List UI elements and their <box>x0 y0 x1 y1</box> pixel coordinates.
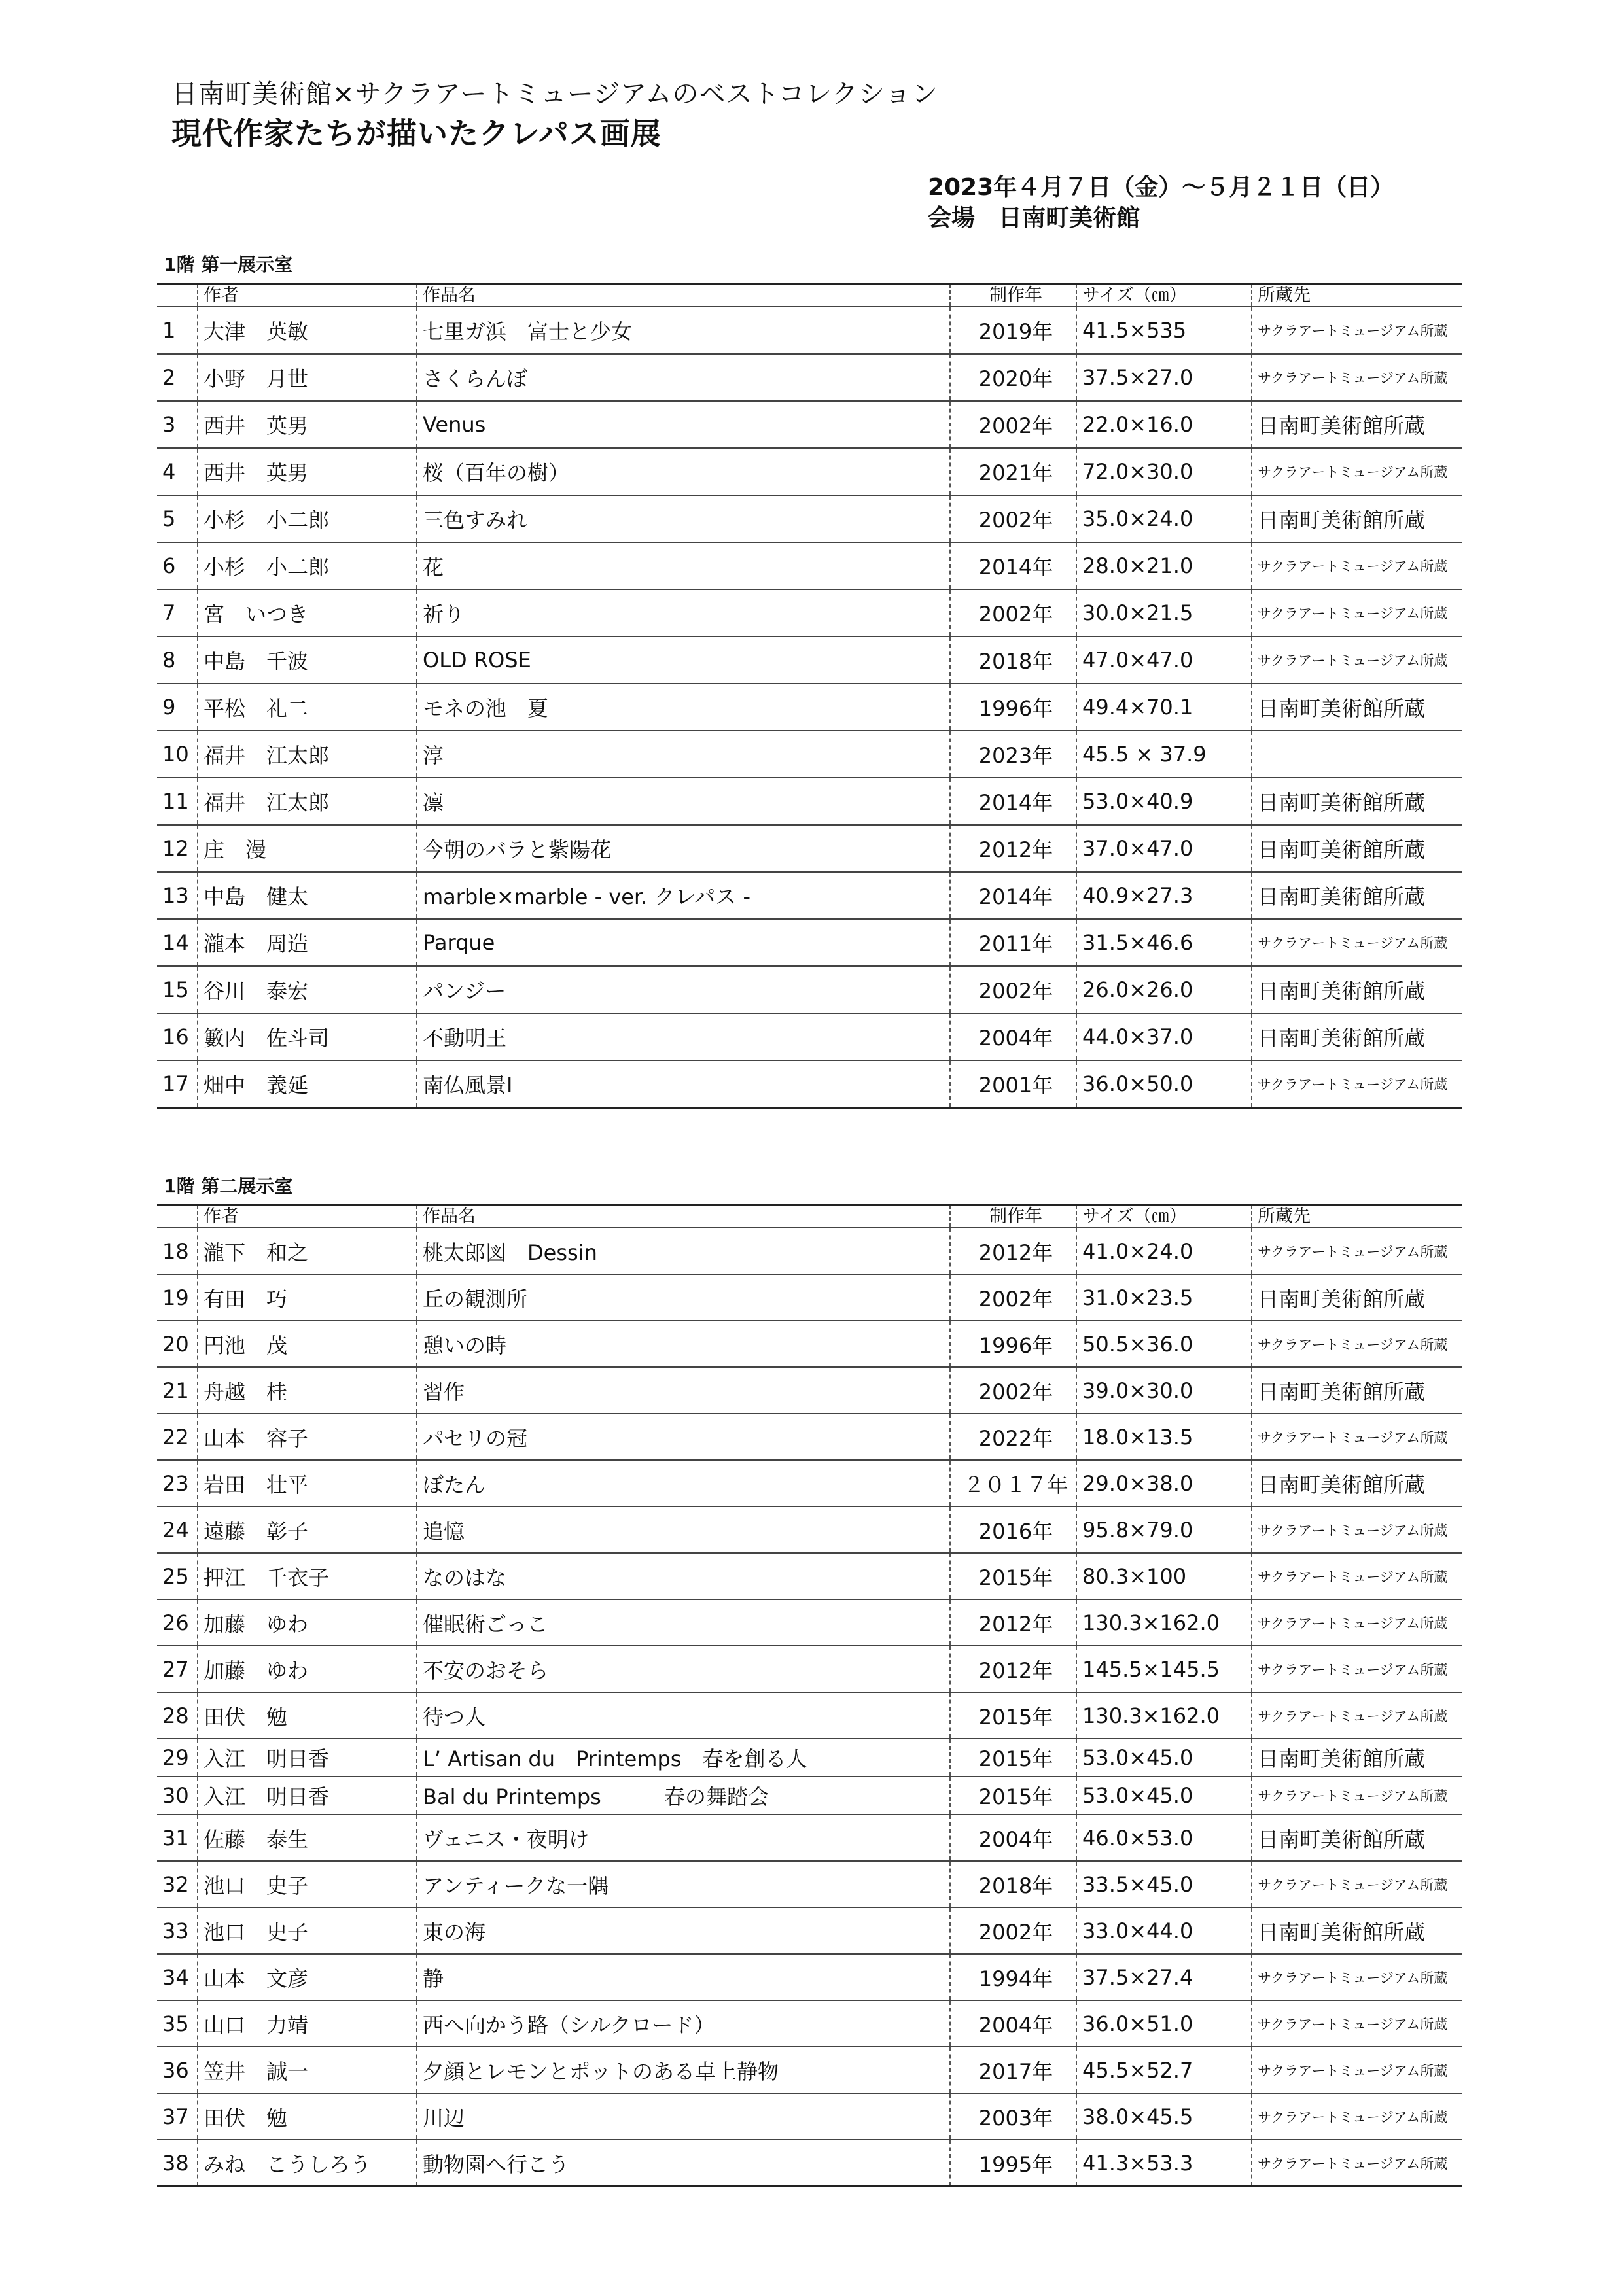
artwork-year: 2014年 <box>950 778 1076 825</box>
table-header-row <box>157 284 1462 307</box>
artwork-number: 23 <box>157 1460 198 1506</box>
artwork-size: 33.5×45.0 <box>1076 1861 1252 1907</box>
artwork-year: 2020年 <box>950 354 1076 401</box>
table-row <box>157 1321 1462 1367</box>
artwork-number: 4 <box>157 448 198 495</box>
artwork-number: 29 <box>157 1739 198 1777</box>
artwork-owner: 日南町美術館所蔵 <box>1252 1274 1462 1321</box>
artist-name: 有田 巧 <box>198 1274 417 1321</box>
artwork-year: 2012年 <box>950 1228 1076 1274</box>
table-row <box>157 354 1462 401</box>
artwork-title: 今朝のバラと紫陽花 <box>417 825 950 872</box>
artist-name: 西井 英男 <box>198 448 417 495</box>
table-row <box>157 1599 1462 1646</box>
table-row <box>157 495 1462 542</box>
artwork-owner: 日南町美術館所蔵 <box>1252 1367 1462 1414</box>
artwork-owner: 日南町美術館所蔵 <box>1252 1460 1462 1506</box>
header-year: 制作年 <box>950 1205 1076 1228</box>
exhibition-title: 現代作家たちが描いたクレパス画展 <box>171 116 662 151</box>
table-row <box>157 778 1462 825</box>
artist-name: 池口 史子 <box>198 1907 417 1954</box>
artwork-year: 1995年 <box>950 2140 1076 2187</box>
artwork-year: 2012年 <box>950 825 1076 872</box>
artwork-title: Venus <box>417 401 950 448</box>
artwork-title: OLD ROSE <box>417 636 950 684</box>
artwork-title: さくらんぼ <box>417 354 950 401</box>
artwork-year: 2014年 <box>950 872 1076 919</box>
artwork-owner: サクラアートミュージアム所蔵 <box>1252 2047 1462 2093</box>
artwork-size: 26.0×26.0 <box>1076 966 1252 1013</box>
table-row <box>157 684 1462 731</box>
artwork-number: 6 <box>157 542 198 589</box>
artwork-title: 待つ人 <box>417 1692 950 1739</box>
artwork-owner: 日南町美術館所蔵 <box>1252 872 1462 919</box>
artwork-title: パセリの冠 <box>417 1414 950 1460</box>
header-size: サイズ（㎝） <box>1076 284 1252 307</box>
artwork-owner: サクラアートミュージアム所蔵 <box>1252 2093 1462 2140</box>
artist-name: 加藤 ゆわ <box>198 1599 417 1646</box>
exhibition-subtitle: 日南町美術館×サクラアートミュージアムのベストコレクション <box>171 79 939 109</box>
artwork-number: 38 <box>157 2140 198 2187</box>
artwork-year: 2014年 <box>950 542 1076 589</box>
artist-name: 田伏 勉 <box>198 2093 417 2140</box>
artwork-owner: サクラアートミュージアム所蔵 <box>1252 1553 1462 1599</box>
table-row <box>157 1414 1462 1460</box>
artwork-size: 41.5×535 <box>1076 307 1252 354</box>
artwork-year: 2016年 <box>950 1506 1076 1553</box>
artwork-title: 七里ガ浜 富士と少女 <box>417 307 950 354</box>
artwork-size: 37.0×47.0 <box>1076 825 1252 872</box>
artwork-year: 2002年 <box>950 1907 1076 1954</box>
artwork-title: ぼたん <box>417 1460 950 1506</box>
artist-name: 大津 英敏 <box>198 307 417 354</box>
artwork-year: 2002年 <box>950 1367 1076 1414</box>
artwork-size: 41.3×53.3 <box>1076 2140 1252 2187</box>
artist-name: 舟越 桂 <box>198 1367 417 1414</box>
artist-name: 福井 江太郎 <box>198 778 417 825</box>
exhibition-dates: 2023年４月７日（金）～５月２１日（日） <box>928 174 1394 201</box>
artwork-number: 15 <box>157 966 198 1013</box>
artwork-owner: 日南町美術館所蔵 <box>1252 966 1462 1013</box>
table-row <box>157 1013 1462 1060</box>
artwork-size: 45.5×52.7 <box>1076 2047 1252 2093</box>
artwork-size: 30.0×21.5 <box>1076 589 1252 636</box>
artwork-owner: 日南町美術館所蔵 <box>1252 1013 1462 1060</box>
artwork-year: 2021年 <box>950 448 1076 495</box>
artwork-size: 47.0×47.0 <box>1076 636 1252 684</box>
artwork-year: 2023年 <box>950 731 1076 778</box>
artwork-owner: 日南町美術館所蔵 <box>1252 1739 1462 1777</box>
table-row <box>157 1954 1462 2000</box>
artwork-size: 29.0×38.0 <box>1076 1460 1252 1506</box>
artwork-owner: サクラアートミュージアム所蔵 <box>1252 1861 1462 1907</box>
table-row <box>157 307 1462 354</box>
artwork-owner: サクラアートミュージアム所蔵 <box>1252 1954 1462 2000</box>
artwork-owner: 日南町美術館所蔵 <box>1252 825 1462 872</box>
artist-name: 瀧本 周造 <box>198 919 417 966</box>
header-num <box>157 1205 198 1228</box>
artist-name: 池口 史子 <box>198 1861 417 1907</box>
artwork-size: 40.9×27.3 <box>1076 872 1252 919</box>
artwork-size: 130.3×162.0 <box>1076 1692 1252 1739</box>
artist-name: 平松 礼二 <box>198 684 417 731</box>
artwork-number: 9 <box>157 684 198 731</box>
artwork-owner: サクラアートミュージアム所蔵 <box>1252 636 1462 684</box>
artwork-number: 20 <box>157 1321 198 1367</box>
artist-name: 小杉 小二郎 <box>198 542 417 589</box>
artwork-year: 2004年 <box>950 1815 1076 1861</box>
artwork-size: 28.0×21.0 <box>1076 542 1252 589</box>
artwork-size: 44.0×37.0 <box>1076 1013 1252 1060</box>
table-row <box>157 636 1462 684</box>
artwork-number: 18 <box>157 1228 198 1274</box>
artwork-size: 35.0×24.0 <box>1076 495 1252 542</box>
artist-name: 宮 いつき <box>198 589 417 636</box>
artwork-size: 31.0×23.5 <box>1076 1274 1252 1321</box>
table-row <box>157 1228 1462 1274</box>
artwork-title: アンティークな一隅 <box>417 1861 950 1907</box>
artwork-year: 2002年 <box>950 966 1076 1013</box>
table-row <box>157 731 1462 778</box>
header-work: 作品名 <box>417 1205 950 1228</box>
table-row <box>157 1060 1462 1108</box>
artwork-number: 7 <box>157 589 198 636</box>
table-row <box>157 2000 1462 2047</box>
artwork-year: 2002年 <box>950 1274 1076 1321</box>
artwork-size: 72.0×30.0 <box>1076 448 1252 495</box>
table-row <box>157 919 1462 966</box>
artwork-number: 34 <box>157 1954 198 2000</box>
room-1-table <box>157 283 1462 1109</box>
header-size: サイズ（㎝） <box>1076 1205 1252 1228</box>
artwork-year: 1994年 <box>950 1954 1076 2000</box>
artwork-title: モネの池 夏 <box>417 684 950 731</box>
artist-name: 中島 千波 <box>198 636 417 684</box>
artwork-number: 2 <box>157 354 198 401</box>
table-row <box>157 1815 1462 1861</box>
header-owner: 所蔵先 <box>1252 1205 1462 1228</box>
artist-name: 山口 力靖 <box>198 2000 417 2047</box>
artist-name: 籔内 佐斗司 <box>198 1013 417 1060</box>
artwork-number: 14 <box>157 919 198 966</box>
table-row <box>157 1460 1462 1506</box>
artist-name: 岩田 壮平 <box>198 1460 417 1506</box>
artwork-owner: 日南町美術館所蔵 <box>1252 1815 1462 1861</box>
artwork-number: 17 <box>157 1060 198 1108</box>
artwork-number: 36 <box>157 2047 198 2093</box>
artwork-size: 53.0×45.0 <box>1076 1777 1252 1815</box>
artwork-title: 東の海 <box>417 1907 950 1954</box>
table-row <box>157 1274 1462 1321</box>
artwork-owner: サクラアートミュージアム所蔵 <box>1252 542 1462 589</box>
artist-name: 遠藤 彰子 <box>198 1506 417 1553</box>
table-row <box>157 542 1462 589</box>
table-row <box>157 966 1462 1013</box>
artwork-title: 三色すみれ <box>417 495 950 542</box>
artist-name: 庄 漫 <box>198 825 417 872</box>
artwork-size: 36.0×50.0 <box>1076 1060 1252 1108</box>
artwork-number: 1 <box>157 307 198 354</box>
artwork-owner: サクラアートミュージアム所蔵 <box>1252 1692 1462 1739</box>
artist-name: 山本 文彦 <box>198 1954 417 2000</box>
artwork-title: 西へ向かう路（シルクロード） <box>417 2000 950 2047</box>
artwork-year: 2019年 <box>950 307 1076 354</box>
artwork-title: marble×marble - ver. クレパス - <box>417 872 950 919</box>
artwork-owner: サクラアートミュージアム所蔵 <box>1252 307 1462 354</box>
artwork-owner: サクラアートミュージアム所蔵 <box>1252 2000 1462 2047</box>
artwork-owner: サクラアートミュージアム所蔵 <box>1252 354 1462 401</box>
table-row <box>157 401 1462 448</box>
artwork-owner: サクラアートミュージアム所蔵 <box>1252 1321 1462 1367</box>
artwork-year: 2015年 <box>950 1777 1076 1815</box>
artwork-title: 丘の観測所 <box>417 1274 950 1321</box>
artwork-title: Parque <box>417 919 950 966</box>
artwork-number: 35 <box>157 2000 198 2047</box>
artist-name: みね こうしろう <box>198 2140 417 2187</box>
artwork-year: 2004年 <box>950 1013 1076 1060</box>
artist-name: 瀧下 和之 <box>198 1228 417 1274</box>
artwork-year: 2017年 <box>950 2047 1076 2093</box>
artist-name: 谷川 泰宏 <box>198 966 417 1013</box>
artwork-owner: サクラアートミュージアム所蔵 <box>1252 1506 1462 1553</box>
artwork-owner: 日南町美術館所蔵 <box>1252 401 1462 448</box>
artwork-number: 3 <box>157 401 198 448</box>
artwork-year: 2012年 <box>950 1599 1076 1646</box>
artist-name: 加藤 ゆわ <box>198 1646 417 1692</box>
artwork-title: L’ Artisan du Printemps 春を創る人 <box>417 1739 950 1777</box>
artwork-title: 凛 <box>417 778 950 825</box>
artwork-title: 動物園へ行こう <box>417 2140 950 2187</box>
artwork-title: 憩いの時 <box>417 1321 950 1367</box>
table-row <box>157 1367 1462 1414</box>
artwork-title: 不安のおそら <box>417 1646 950 1692</box>
header-year: 制作年 <box>950 284 1076 307</box>
artwork-owner: サクラアートミュージアム所蔵 <box>1252 919 1462 966</box>
artwork-year: 2002年 <box>950 495 1076 542</box>
artwork-size: 130.3×162.0 <box>1076 1599 1252 1646</box>
artwork-year: 2022年 <box>950 1414 1076 1460</box>
artwork-owner: サクラアートミュージアム所蔵 <box>1252 448 1462 495</box>
artwork-number: 19 <box>157 1274 198 1321</box>
artwork-size: 50.5×36.0 <box>1076 1321 1252 1367</box>
artwork-owner: 日南町美術館所蔵 <box>1252 778 1462 825</box>
artwork-year: 2015年 <box>950 1692 1076 1739</box>
artwork-number: 21 <box>157 1367 198 1414</box>
artwork-size: 38.0×45.5 <box>1076 2093 1252 2140</box>
artwork-title: パンジー <box>417 966 950 1013</box>
artist-name: 田伏 勉 <box>198 1692 417 1739</box>
artwork-size: 45.5 × 37.9 <box>1076 731 1252 778</box>
artwork-size: 49.4×70.1 <box>1076 684 1252 731</box>
artwork-year: 2015年 <box>950 1739 1076 1777</box>
artwork-year: 2002年 <box>950 401 1076 448</box>
artwork-number: 32 <box>157 1861 198 1907</box>
artwork-owner: 日南町美術館所蔵 <box>1252 684 1462 731</box>
artwork-size: 33.0×44.0 <box>1076 1907 1252 1954</box>
artwork-owner: サクラアートミュージアム所蔵 <box>1252 1414 1462 1460</box>
artwork-size: 18.0×13.5 <box>1076 1414 1252 1460</box>
artwork-title: 桃太郎図 Dessin <box>417 1228 950 1274</box>
artist-name: 入江 明日香 <box>198 1739 417 1777</box>
artwork-number: 30 <box>157 1777 198 1815</box>
artist-name: 佐藤 泰生 <box>198 1815 417 1861</box>
artwork-number: 27 <box>157 1646 198 1692</box>
artwork-number: 8 <box>157 636 198 684</box>
room-2-label: 1階 第二展示室 <box>164 1175 293 1197</box>
table-row <box>157 1646 1462 1692</box>
table-row <box>157 2093 1462 2140</box>
artist-name: 畑中 義延 <box>198 1060 417 1108</box>
header-artist: 作者 <box>198 284 417 307</box>
artwork-title: 静 <box>417 1954 950 2000</box>
table-row <box>157 1861 1462 1907</box>
artwork-number: 24 <box>157 1506 198 1553</box>
artist-name: 小杉 小二郎 <box>198 495 417 542</box>
artwork-title: 川辺 <box>417 2093 950 2140</box>
artwork-size: 36.0×51.0 <box>1076 2000 1252 2047</box>
artist-name: 入江 明日香 <box>198 1777 417 1815</box>
artwork-title: 追憶 <box>417 1506 950 1553</box>
artwork-number: 26 <box>157 1599 198 1646</box>
artwork-title: 催眠術ごっこ <box>417 1599 950 1646</box>
artwork-year: 2001年 <box>950 1060 1076 1108</box>
artwork-number: 28 <box>157 1692 198 1739</box>
artwork-size: 145.5×145.5 <box>1076 1646 1252 1692</box>
table-row <box>157 825 1462 872</box>
artwork-size: 37.5×27.0 <box>1076 354 1252 401</box>
table-row <box>157 1692 1462 1739</box>
artwork-owner: サクラアートミュージアム所蔵 <box>1252 1060 1462 1108</box>
artist-name: 円池 茂 <box>198 1321 417 1367</box>
artwork-size: 31.5×46.6 <box>1076 919 1252 966</box>
table-header-row <box>157 1205 1462 1228</box>
table-row <box>157 1553 1462 1599</box>
artist-name: 押江 千衣子 <box>198 1553 417 1599</box>
table-row <box>157 2140 1462 2187</box>
table-row <box>157 1907 1462 1954</box>
artwork-year: ２０１７年 <box>950 1460 1076 1506</box>
artwork-owner: サクラアートミュージアム所蔵 <box>1252 1228 1462 1274</box>
artist-name: 山本 容子 <box>198 1414 417 1460</box>
artwork-number: 11 <box>157 778 198 825</box>
table-row <box>157 448 1462 495</box>
artwork-number: 37 <box>157 2093 198 2140</box>
header-artist: 作者 <box>198 1205 417 1228</box>
header-num <box>157 284 198 307</box>
artwork-title: 南仏風景Ⅰ <box>417 1060 950 1108</box>
artwork-title: 花 <box>417 542 950 589</box>
header-work: 作品名 <box>417 284 950 307</box>
artwork-title: 不動明王 <box>417 1013 950 1060</box>
artwork-size: 41.0×24.0 <box>1076 1228 1252 1274</box>
artwork-title: 習作 <box>417 1367 950 1414</box>
artwork-year: 2004年 <box>950 2000 1076 2047</box>
artist-name: 笠井 誠一 <box>198 2047 417 2093</box>
artwork-title: なのはな <box>417 1553 950 1599</box>
artwork-number: 5 <box>157 495 198 542</box>
table-row <box>157 1777 1462 1815</box>
table-row <box>157 1506 1462 1553</box>
artwork-year: 2012年 <box>950 1646 1076 1692</box>
artist-name: 小野 月世 <box>198 354 417 401</box>
artwork-year: 1996年 <box>950 1321 1076 1367</box>
artwork-year: 2018年 <box>950 1861 1076 1907</box>
artwork-year: 2015年 <box>950 1553 1076 1599</box>
artwork-size: 95.8×79.0 <box>1076 1506 1252 1553</box>
artwork-number: 31 <box>157 1815 198 1861</box>
artwork-owner: 日南町美術館所蔵 <box>1252 1907 1462 1954</box>
artwork-number: 33 <box>157 1907 198 1954</box>
table-row <box>157 589 1462 636</box>
artwork-owner: 日南町美術館所蔵 <box>1252 495 1462 542</box>
artwork-size: 46.0×53.0 <box>1076 1815 1252 1861</box>
table-row <box>157 1739 1462 1777</box>
table-row <box>157 872 1462 919</box>
artwork-title: Bal du Printemps 春の舞踏会 <box>417 1777 950 1815</box>
artwork-year: 2011年 <box>950 919 1076 966</box>
exhibition-venue: 会場 日南町美術館 <box>928 205 1140 232</box>
artwork-owner: サクラアートミュージアム所蔵 <box>1252 589 1462 636</box>
artwork-size: 53.0×45.0 <box>1076 1739 1252 1777</box>
artwork-size: 39.0×30.0 <box>1076 1367 1252 1414</box>
artwork-owner: サクラアートミュージアム所蔵 <box>1252 1777 1462 1815</box>
artwork-year: 2002年 <box>950 589 1076 636</box>
artwork-number: 22 <box>157 1414 198 1460</box>
artwork-owner <box>1252 731 1462 778</box>
artwork-year: 2018年 <box>950 636 1076 684</box>
artwork-size: 37.5×27.4 <box>1076 1954 1252 2000</box>
artwork-number: 10 <box>157 731 198 778</box>
artwork-year: 1996年 <box>950 684 1076 731</box>
room-1-label: 1階 第一展示室 <box>164 254 293 275</box>
artwork-title: 祈り <box>417 589 950 636</box>
table-row <box>157 2047 1462 2093</box>
artwork-number: 13 <box>157 872 198 919</box>
artist-name: 中島 健太 <box>198 872 417 919</box>
artwork-title: 淳 <box>417 731 950 778</box>
artwork-title: ヴェニス・夜明け <box>417 1815 950 1861</box>
artwork-size: 80.3×100 <box>1076 1553 1252 1599</box>
room-2-table <box>157 1204 1462 2187</box>
artwork-size: 22.0×16.0 <box>1076 401 1252 448</box>
artwork-size: 53.0×40.9 <box>1076 778 1252 825</box>
artist-name: 西井 英男 <box>198 401 417 448</box>
artwork-owner: サクラアートミュージアム所蔵 <box>1252 1599 1462 1646</box>
artwork-title: 桜（百年の樹） <box>417 448 950 495</box>
artwork-title: 夕顔とレモンとポットのある卓上静物 <box>417 2047 950 2093</box>
artwork-number: 12 <box>157 825 198 872</box>
header-owner: 所蔵先 <box>1252 284 1462 307</box>
artwork-owner: サクラアートミュージアム所蔵 <box>1252 1646 1462 1692</box>
artwork-number: 25 <box>157 1553 198 1599</box>
artwork-number: 16 <box>157 1013 198 1060</box>
artwork-owner: サクラアートミュージアム所蔵 <box>1252 2140 1462 2187</box>
artwork-year: 2003年 <box>950 2093 1076 2140</box>
artist-name: 福井 江太郎 <box>198 731 417 778</box>
